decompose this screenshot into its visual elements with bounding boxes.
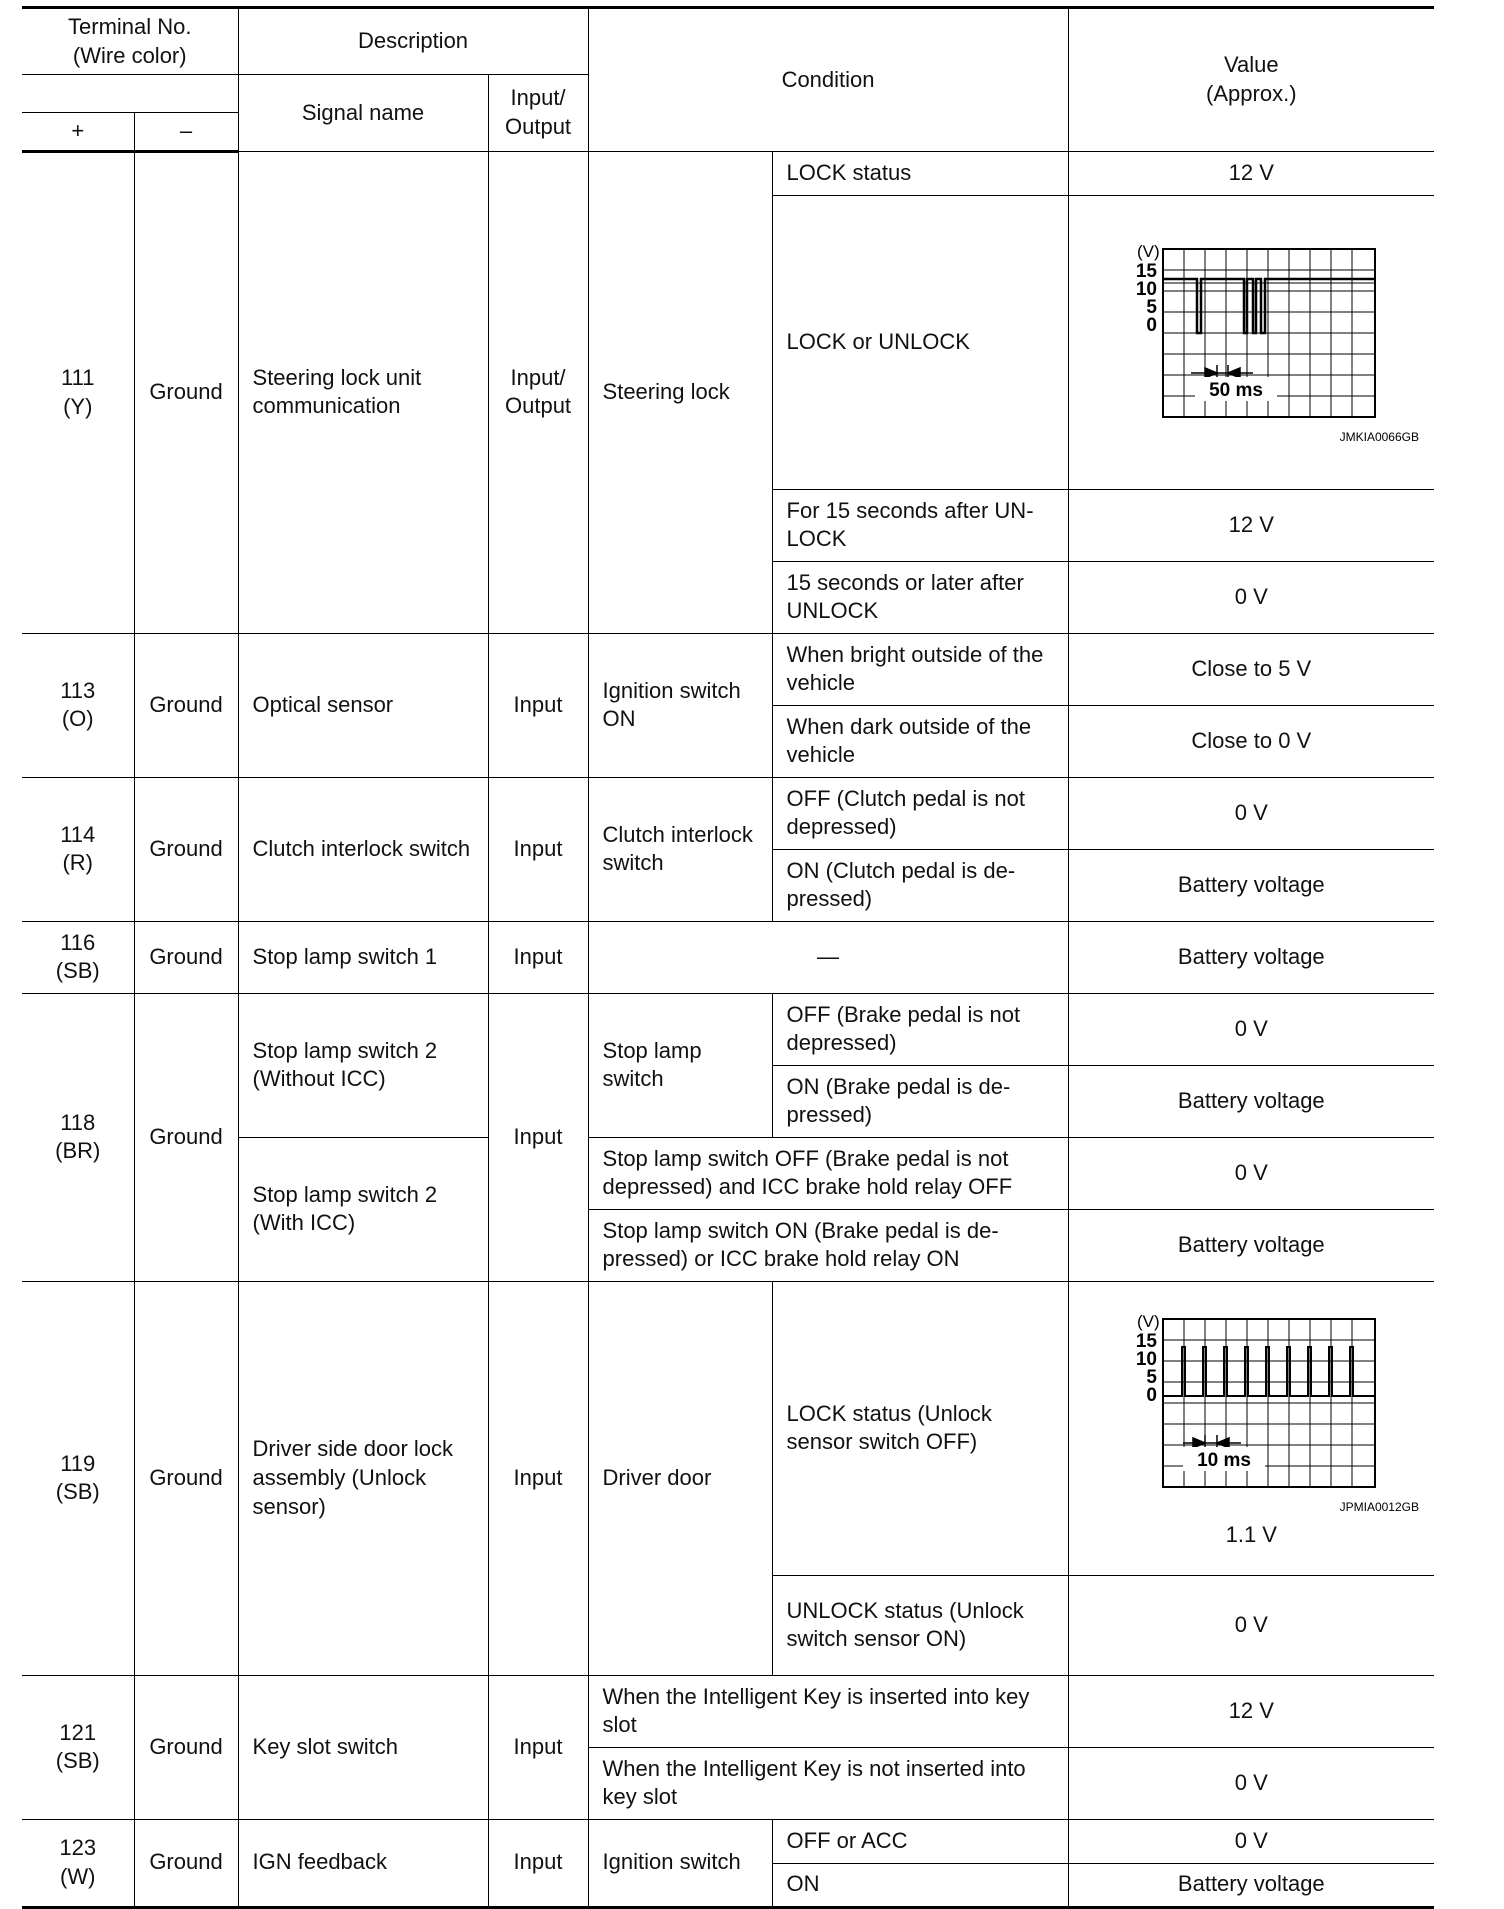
table-row [22,1675,1434,1747]
sub-condition-cell: When bright outside of the vehicle [772,633,1068,705]
io-cell: Input/ Output [488,151,588,633]
terminal-cell [22,993,134,1281]
table-row [22,921,1434,993]
value-cell: 0 V [1068,1575,1434,1675]
terminal-number: 119 [60,1450,96,1476]
terminal-number: 111 [61,365,95,391]
condition-cell: Stop lamp switch [588,993,772,1137]
condition-cell: Ignition switch [588,1819,772,1907]
approx-label: (Approx.) [1206,80,1297,106]
signal-name-header: Signal name [238,75,488,152]
value-cell: 0 V [1068,993,1434,1065]
figure-code: JMKIA0066GB [1339,430,1419,445]
value-text: 1.1 V [1225,1521,1277,1547]
condition-cell: Driver door [588,1281,772,1675]
minus-header: – [134,113,238,152]
table-row [22,993,1434,1065]
io-cell: Input [488,777,588,921]
io-cell: Input [488,633,588,777]
condition-cell: — [588,921,1068,993]
terminal-cell [22,1819,134,1907]
ground-cell: Ground [134,1281,238,1675]
wire-color-label: (Wire color) [72,42,187,68]
sub-condition-cell: Stop lamp switch OFF (Brake pedal is not depressed) and ICC brake hold relay OFF [588,1137,1068,1209]
io-cell: Input [488,921,588,993]
terminal-number: 116 [60,929,96,955]
value-cell: Close to 0 V [1068,705,1434,777]
unit-label: (V) [1136,242,1160,262]
wire-color: (O) [61,706,94,732]
description-header: Description [238,8,588,75]
ground-cell: Ground [134,151,238,633]
y-tick-label: 0 [1145,315,1157,337]
terminal-cell [22,1281,134,1675]
waveform-cell [1068,1281,1434,1575]
io-cell: Input [488,1281,588,1675]
value-cell: Battery voltage [1068,1863,1434,1907]
y-tick-label: 10 [1135,279,1157,301]
signal-name-cell: Steering lock unit communication [238,151,488,633]
terminal-spec-table [22,6,1434,1909]
sub-condition-cell: 15 seconds or later after UNLOCK [772,561,1068,633]
condition-cell: Ignition switch ON [588,633,772,777]
value-cell: Battery voltage [1068,1065,1434,1137]
terminal-no-header [22,8,238,75]
ground-cell: Ground [134,993,238,1281]
input-output-header: Input/ Output [488,75,588,152]
waveform-cell [1068,195,1434,489]
value-cell: Battery voltage [1068,1209,1434,1281]
value-cell: Close to 5 V [1068,633,1434,705]
terminal-cell [22,777,134,921]
signal-name-cell: Stop lamp switch 2 (Without ICC) [238,993,488,1137]
sub-condition-cell: LOCK status (Unlock sensor switch OFF) [772,1281,1068,1575]
terminal-cell [22,151,134,633]
signal-name-cell: Stop lamp switch 1 [238,921,488,993]
sub-condition-cell: When the Intelligent Key is not inserted into key slot [588,1747,1068,1819]
sub-condition-cell: LOCK or UNLOCK [772,195,1068,489]
ground-cell: Ground [134,921,238,993]
value-cell: 0 V [1068,1819,1434,1863]
y-tick-label: 5 [1145,1366,1157,1388]
value-cell: 12 V [1068,1675,1434,1747]
terminal-cell [22,921,134,993]
wire-color: (Y) [63,393,93,419]
period-label: 50 ms [1208,380,1263,402]
value-cell: 12 V [1068,489,1434,561]
sub-condition-cell: ON (Brake pedal is de-pressed) [772,1065,1068,1137]
value-cell: 0 V [1068,777,1434,849]
sub-condition-cell: When the Intelligent Key is inserted into key slot [588,1675,1068,1747]
signal-name-cell: Driver side door lock assembly (Unlock sensor) [238,1281,488,1675]
ground-cell: Ground [134,633,238,777]
wire-color: (W) [60,1863,96,1889]
header-row [22,8,1434,75]
sub-condition-cell: UNLOCK status (Unlock switch sensor ON) [772,1575,1068,1675]
terminal-number: 123 [59,1835,97,1861]
sub-condition-cell: ON (Clutch pedal is de-pressed) [772,849,1068,921]
condition-cell: Steering lock [588,151,772,633]
period-label: 10 ms [1196,1449,1251,1471]
plus-header: + [22,113,134,152]
terminal-cell [22,633,134,777]
unit-label: (V) [1136,1311,1160,1331]
waveform-chart-10ms [1083,1307,1423,1517]
value-cell: 12 V [1068,151,1434,195]
value-cell: 0 V [1068,1137,1434,1209]
signal-name-cell: Optical sensor [238,633,488,777]
sub-condition-cell: ON [772,1863,1068,1907]
figure-code: JPMIA0012GB [1339,1499,1419,1514]
table-row [22,1819,1434,1863]
terminal-number: 118 [60,1109,96,1135]
value-cell: Battery voltage [1068,921,1434,993]
io-cell: Input [488,993,588,1281]
header-spacer [22,75,238,113]
value-cell: 0 V [1068,1747,1434,1819]
sub-condition-cell: When dark outside of the vehicle [772,705,1068,777]
sub-condition-cell: For 15 seconds after UN-LOCK [772,489,1068,561]
wire-color: (SB) [55,1479,100,1505]
ground-cell: Ground [134,1819,238,1907]
condition-cell: Clutch interlock switch [588,777,772,921]
terminal-no-label: Terminal No. [68,14,192,39]
signal-name-cell: Key slot switch [238,1675,488,1819]
wire-color: (SB) [55,958,100,984]
sub-condition-cell: OFF or ACC [772,1819,1068,1863]
y-tick-label: 5 [1145,297,1157,319]
sub-condition-cell: Stop lamp switch ON (Brake pedal is de-pressed) or ICC brake hold relay ON [588,1209,1068,1281]
io-cell: Input [488,1819,588,1907]
y-tick-label: 15 [1135,1330,1157,1352]
signal-name-cell: Clutch interlock switch [238,777,488,921]
sub-condition-cell: LOCK status [772,151,1068,195]
condition-header: Condition [588,8,1068,152]
sub-condition-cell: OFF (Brake pedal is not depressed) [772,993,1068,1065]
y-tick-label: 15 [1135,261,1157,283]
wire-color: (SB) [55,1748,100,1774]
wire-color: (R) [62,850,94,876]
table-row [22,633,1434,705]
value-label: Value [1223,52,1279,78]
signal-name-cell: IGN feedback [238,1819,488,1907]
ground-cell: Ground [134,1675,238,1819]
waveform-chart-50ms [1083,237,1423,447]
terminal-number: 121 [59,1719,97,1745]
table-row [22,777,1434,849]
ground-cell: Ground [134,777,238,921]
value-header [1068,8,1434,152]
terminal-cell [22,1675,134,1819]
wire-color: (BR) [55,1138,101,1164]
table-row [22,151,1434,195]
value-cell: Battery voltage [1068,849,1434,921]
terminal-number: 113 [60,677,96,703]
value-cell: 0 V [1068,561,1434,633]
signal-name-cell: Stop lamp switch 2 (With ICC) [238,1137,488,1281]
y-tick-label: 10 [1135,1348,1157,1370]
terminal-number: 114 [60,821,96,847]
y-tick-label: 0 [1145,1384,1157,1406]
sub-condition-cell: OFF (Clutch pedal is not depressed) [772,777,1068,849]
io-cell: Input [488,1675,588,1819]
table-row [22,1281,1434,1575]
